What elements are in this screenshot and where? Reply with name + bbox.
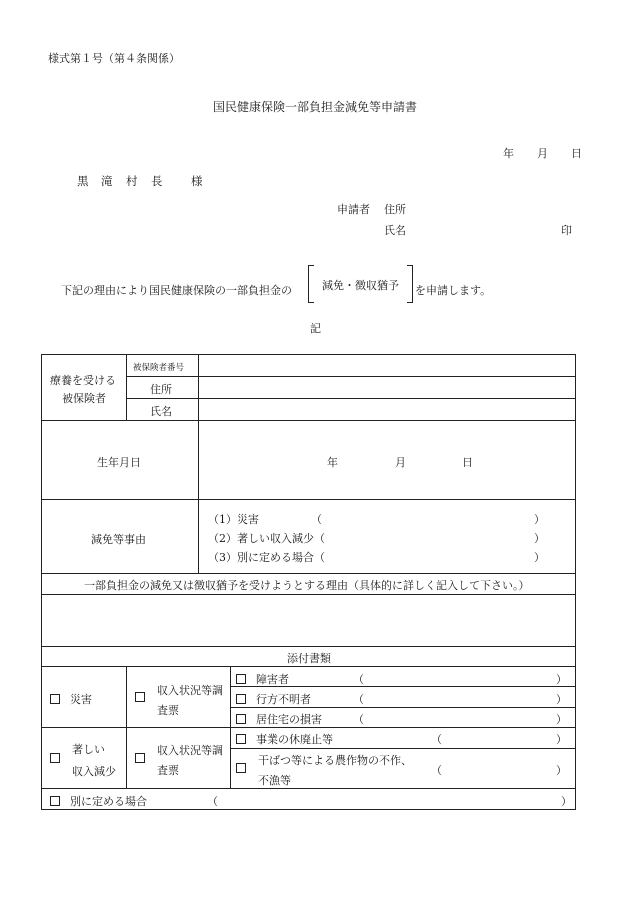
form-number: 様式第１号（第４条関係） [48, 52, 180, 65]
house-damage-open: （ [353, 713, 364, 726]
checkbox-disabled[interactable] [236, 674, 246, 684]
attachments-label: 添付書類 [287, 652, 331, 665]
reason-other: （3）別に定める場合（ [208, 551, 325, 564]
mayor-char-4: 長 [151, 174, 163, 188]
business-closure-text: 事業の休廃止等 [256, 733, 333, 746]
applicant-address-label: 住所 [384, 203, 406, 216]
checkbox-income-drop[interactable] [50, 753, 60, 763]
business-closure-option [236, 731, 333, 747]
reason-disaster: （1）災害 [208, 513, 259, 526]
date-month: 月 [537, 147, 548, 160]
disabled-close: ） [556, 673, 567, 686]
applicant-name-label: 氏名 [384, 224, 406, 237]
checkbox-house-damage[interactable] [236, 714, 246, 724]
bracket-box [308, 265, 413, 303]
date-year: 年 [503, 147, 514, 160]
house-damage-text: 居住宅の損害 [256, 713, 322, 726]
checkbox-missing[interactable] [236, 694, 246, 704]
disaster-option [50, 691, 92, 707]
checkbox-income-drop-wrap [50, 752, 66, 765]
checkbox-survey-income-wrap [135, 752, 151, 765]
birth-day: 日 [462, 456, 473, 469]
drought-text-2: 不漁等 [258, 774, 291, 787]
reason-disaster-open: （ [311, 513, 322, 526]
insured-address-label: 住所 [150, 383, 172, 396]
checkbox-business-closure[interactable] [236, 734, 246, 744]
ki-heading: 記 [310, 322, 321, 335]
survey-form-2a: 収入状況等調 [157, 744, 223, 757]
checkbox-survey-disaster[interactable] [135, 692, 145, 702]
disabled-open: （ [353, 673, 364, 686]
business-closure-open: （ [431, 733, 442, 746]
disabled-option [236, 671, 289, 687]
document-title: 国民健康保険一部負担金減免等申請書 [212, 100, 417, 114]
missing-text: 行方不明者 [256, 693, 311, 706]
reason-disaster-close: ） [534, 513, 545, 526]
other-case-open: （ [207, 795, 218, 808]
insured-label-2: 被保険者 [62, 392, 106, 405]
mayor-char-1: 黒 [77, 174, 89, 188]
other-case-text: 別に定める場合 [70, 795, 147, 808]
missing-open: （ [353, 693, 364, 706]
business-closure-close: ） [556, 733, 567, 746]
other-case-close: ） [561, 795, 572, 808]
insured-number-label: 被保険者番号 [133, 363, 185, 373]
house-damage-option [236, 711, 322, 727]
survey-form-1a: 収入状況等調 [157, 684, 223, 697]
missing-option [236, 691, 311, 707]
checkbox-drought-wrap [236, 762, 252, 775]
checkbox-disaster[interactable] [50, 694, 60, 704]
checkbox-survey-income[interactable] [135, 753, 145, 763]
checkbox-other-case[interactable] [50, 796, 60, 806]
mayor-char-2: 滝 [101, 174, 113, 188]
statement-suffix: を申請します。 [415, 284, 492, 297]
drought-close: ） [556, 764, 567, 777]
statement-text: 下記の理由により国民健康保険の一部負担金の [61, 284, 292, 297]
missing-close: ） [556, 693, 567, 706]
income-drop-1: 著しい [72, 743, 105, 756]
detail-reason-label: 一部負担金の減免又は徴収猶予を受けようとする理由（具体的に詳しく記入して下さい。） [84, 579, 530, 592]
drought-text-1: 干ばつ等による農作物の不作、 [258, 754, 412, 767]
birth-month: 月 [395, 456, 406, 469]
checkbox-survey-disaster-wrap [135, 691, 151, 704]
mayor-char-3: 村 [126, 174, 138, 188]
checkbox-drought[interactable] [236, 763, 246, 773]
survey-form-1b: 査票 [157, 704, 179, 717]
survey-form-2b: 査票 [157, 764, 179, 777]
reduction-deferral-text: 減免・徴収猶予 [322, 279, 399, 292]
insured-label-1: 療養を受ける [50, 374, 116, 387]
mayor-honorific: 様 [191, 174, 203, 188]
reason-income-close: ） [534, 532, 545, 545]
house-damage-close: ） [556, 713, 567, 726]
income-drop-2: 収入減少 [72, 765, 116, 778]
reason-other-close: ） [534, 551, 545, 564]
other-case-option [50, 793, 147, 809]
drought-open: （ [431, 764, 442, 777]
reason-income: （2）著しい収入減少（ [208, 532, 325, 545]
date-day: 日 [571, 147, 582, 160]
disaster-text: 災害 [70, 693, 92, 706]
reason-label: 減免等事由 [91, 533, 146, 546]
disabled-text: 障害者 [256, 673, 289, 686]
seal-label: 印 [561, 224, 572, 237]
applicant-label: 申請者 [337, 203, 370, 216]
insured-name-label: 氏名 [150, 405, 172, 418]
birth-year: 年 [327, 456, 338, 469]
birth-date-label: 生年月日 [97, 456, 141, 469]
